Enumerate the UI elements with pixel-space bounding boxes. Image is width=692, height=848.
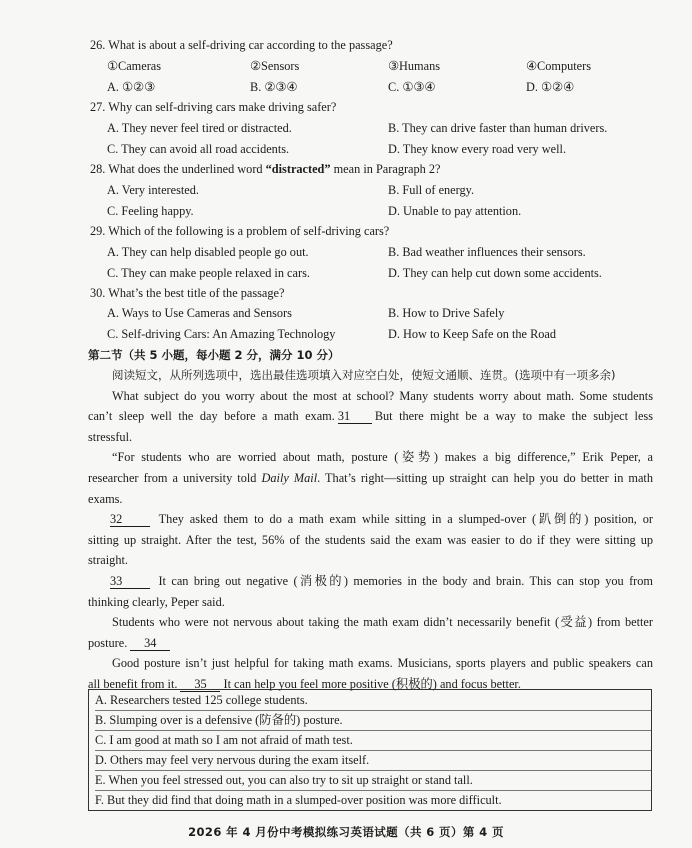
q27-option-a[interactable]: A. They never feel tired or distracted. [107, 121, 292, 135]
q29-option-c[interactable]: C. They can make people relaxed in cars. [107, 266, 310, 280]
choice-f[interactable]: F. But they did find that doing math in a slumped-over position was more difficult. [95, 793, 502, 807]
choice-a[interactable]: A. Researchers tested 125 college students. [95, 690, 651, 711]
passage-text: They asked them to do a math exam while sitting in a slumped-over (趴倒的) position, or [158, 512, 653, 527]
q26-option-a[interactable]: A. ①②③ [107, 80, 156, 94]
passage-p1-line2 [88, 406, 653, 427]
q28-option-c[interactable]: C. Feeling happy. [107, 204, 194, 218]
source-name: Daily Mail [261, 470, 318, 485]
q28-option-d[interactable]: D. Unable to pay attention. [388, 204, 522, 218]
q26-item-4: ④Computers [526, 59, 591, 73]
passage-p1-line3: stressful. [88, 429, 133, 444]
q28-key-word: “distracted” [265, 162, 331, 176]
q26-item-3: ③Humans [388, 59, 441, 73]
passage-p5-line1: Students who were not nervous about taking the math exam didn’t necessarily benefit (受益) from better [112, 615, 653, 630]
passage-text: researcher from a university told [88, 470, 262, 485]
passage-text: all benefit from it. [88, 676, 178, 691]
q28-option-a[interactable]: A. Very interested. [107, 183, 199, 197]
passage-p4-line2: thinking clearly, Peper said. [88, 594, 225, 609]
q26-option-c[interactable]: C. ①③④ [388, 80, 436, 94]
blank-32[interactable]: 32 [110, 513, 150, 527]
question-26-stem: 26. What is about a self-driving car according to the passage? [90, 38, 393, 52]
q28-stem-suffix: mean in Paragraph 2? [330, 162, 441, 176]
blank-31[interactable]: 31 [338, 410, 372, 424]
passage-p6-line1: Good posture isn’t just helpful for taking math exams. Musicians, sports players and public speakers can [112, 656, 653, 671]
passage-p3-line3: straight. [88, 553, 128, 568]
q27-option-d[interactable]: D. They know every road very well. [388, 142, 567, 156]
passage-p4-line1 [88, 571, 653, 592]
choice-c[interactable]: C. I am good at math so I am not afraid of math test. [95, 730, 651, 751]
q27-option-c[interactable]: C. They can avoid all road accidents. [107, 142, 290, 156]
q29-option-a[interactable]: A. They can help disabled people go out. [107, 245, 309, 259]
q30-option-b[interactable]: B. How to Drive Safely [388, 306, 505, 320]
passage-text: posture. [88, 635, 128, 650]
section-2-instruction: 阅读短文，从所列选项中，选出最佳选项填入对应空白处，使短文通顺、连贯。(选项中有一项多余) [112, 368, 616, 382]
choice-d[interactable]: D. Others may feel very nervous during the exam itself. [95, 750, 651, 771]
passage-p2-line2 [88, 468, 653, 489]
passage-p1-line1: What subject do you worry about the most at school? Many students worry about math. Some students [112, 388, 653, 403]
q28-option-b[interactable]: B. Full of energy. [388, 183, 475, 197]
passage-text: It can bring out negative (消极的) memories in the body and brain. This can stop you from [158, 573, 653, 588]
page-footer: 2026 年 4 月份中考模拟练习英语试题（共 6 页）第 4 页 [188, 825, 504, 839]
blank-35[interactable]: 35 [180, 678, 220, 692]
passage [88, 365, 653, 695]
section-2-heading: 第二节（共 5 小题，每小题 2 分，满分 10 分） [88, 348, 340, 362]
q26-item-1: ①Cameras [107, 59, 162, 73]
q30-option-c[interactable]: C. Self-driving Cars: An Amazing Technology [107, 327, 336, 341]
passage-text: But there might be a way to make the subject less [374, 409, 653, 424]
passage-p3-line2: sitting up straight. After the test, 56% of the students said the exam was easier to do if they were sitting up [88, 532, 653, 547]
q30-option-a[interactable]: A. Ways to Use Cameras and Sensors [107, 306, 292, 320]
q29-option-d[interactable]: D. They can help cut down some accidents. [388, 266, 602, 280]
choices-box [88, 689, 652, 811]
passage-text: can’t sleep well the day before a math exam. [88, 409, 335, 424]
question-27-stem: 27. Why can self-driving cars make driving safer? [90, 100, 337, 114]
passage-p3-line1 [88, 509, 653, 530]
passage-p2-line1: “For students who are worried about math, posture (姿势) makes a big difference,” Erik Peper, a [112, 450, 653, 465]
question-30-stem: 30. What’s the best title of the passage? [90, 286, 285, 300]
question-29-stem: 29. Which of the following is a problem of self-driving cars? [90, 224, 390, 238]
passage-text: . That’s right—sitting up straight can help you do better in math [317, 470, 653, 485]
question-28-stem [90, 162, 441, 177]
q28-stem-prefix: 28. What does the underlined word [90, 162, 266, 176]
passage-text: It can help you feel more positive (积极的) and focus better. [223, 676, 521, 691]
q29-option-b[interactable]: B. Bad weather influences their sensors. [388, 245, 586, 259]
choice-e[interactable]: E. When you feel stressed out, you can also try to sit up straight or stand tall. [95, 770, 651, 791]
passage-p5-line2 [88, 633, 653, 654]
q30-option-d[interactable]: D. How to Keep Safe on the Road [388, 327, 557, 341]
passage-p2-line3: exams. [88, 491, 123, 506]
blank-33[interactable]: 33 [110, 575, 150, 589]
q27-option-b[interactable]: B. They can drive faster than human drivers. [388, 121, 608, 135]
choice-b[interactable]: B. Slumping over is a defensive (防备的) posture. [95, 710, 651, 731]
q26-option-b[interactable]: B. ②③④ [250, 80, 298, 94]
q26-item-2: ②Sensors [250, 59, 300, 73]
q26-option-d[interactable]: D. ①②④ [526, 80, 575, 94]
blank-34[interactable]: 34 [130, 637, 170, 651]
